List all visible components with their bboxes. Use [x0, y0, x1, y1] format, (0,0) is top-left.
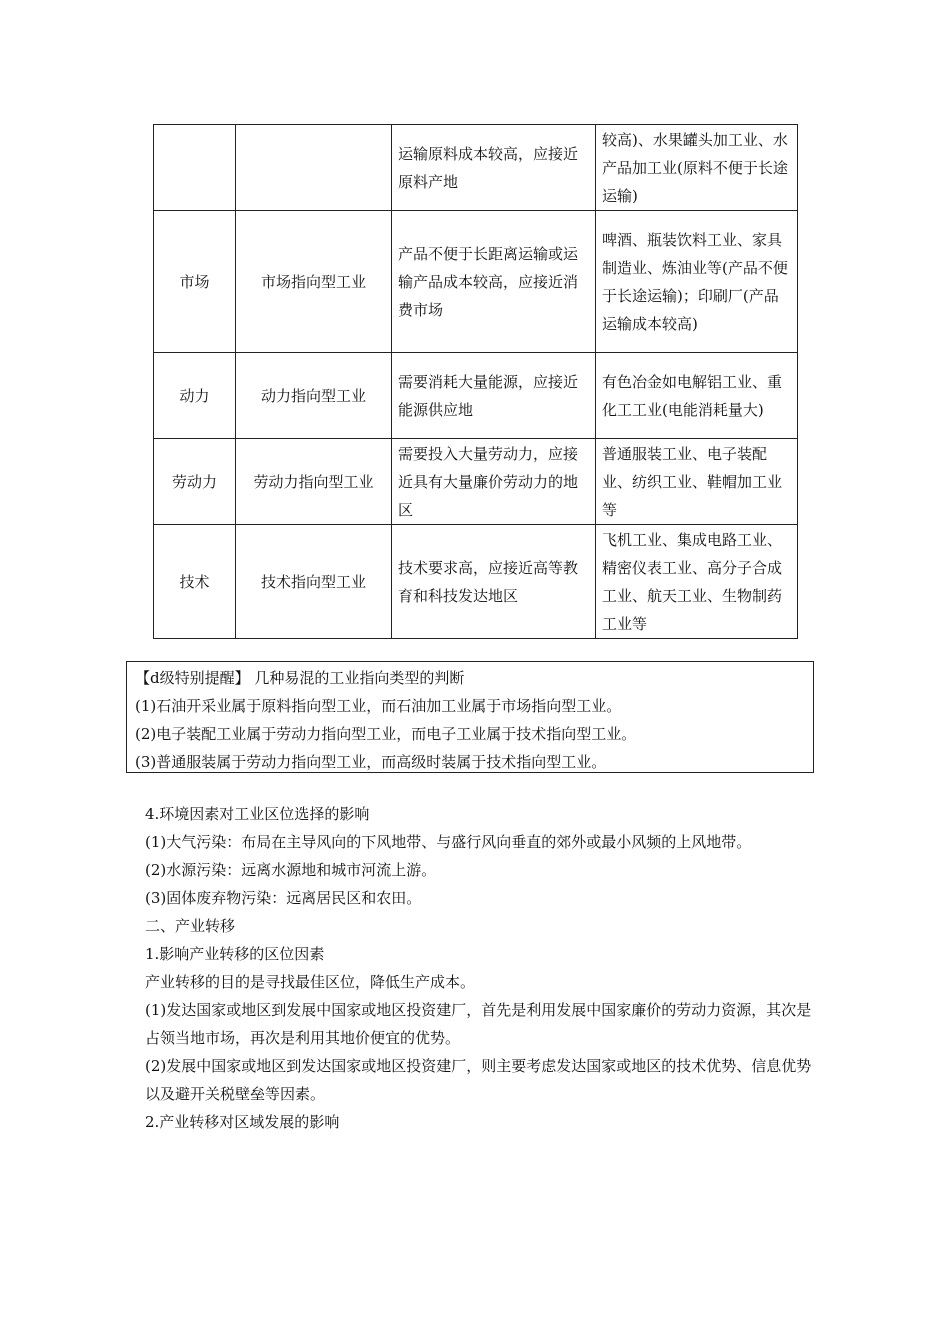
- desc-cell: 技术要求高，应接近高等教育和科技发达地区: [392, 525, 596, 639]
- examples-cell: 有色冶金如电解铝工业、重化工工业(电能消耗量大): [596, 353, 798, 439]
- factor-cell: 劳动力: [154, 439, 236, 525]
- factor-cell: 技术: [154, 525, 236, 639]
- paragraph: 产业转移的目的是寻找最佳区位，降低生产成本。: [145, 973, 476, 991]
- type-cell: 市场指向型工业: [236, 211, 392, 353]
- section-heading: 1.影响产业转移的区位因素: [145, 945, 325, 963]
- paragraph: (3)固体废弃物污染：远离居民区和农田。: [145, 889, 422, 907]
- desc-cell: 产品不便于长距离运输或运输产品成本较高，应接近消费市场: [392, 211, 596, 353]
- examples-cell: 普通服装工业、电子装配业、纺织工业、鞋帽加工业等: [596, 439, 798, 525]
- table-row: [154, 353, 798, 439]
- table-row: [154, 211, 798, 353]
- paragraph: (2)水源污染：远离水源地和城市河流上游。: [145, 861, 437, 879]
- section-heading: 2.产业转移对区域发展的影响: [145, 1113, 340, 1131]
- examples-cell: 啤酒、瓶装饮料工业、家具制造业、炼油业等(产品不便于长途运输)；印刷厂(产品运输成本较高): [596, 211, 798, 353]
- table-row: [154, 525, 798, 639]
- factor-cell: 动力: [154, 353, 236, 439]
- industry-location-table: [153, 124, 798, 639]
- reminder-item: (2)电子装配工业属于劳动力指向型工业，而电子工业属于技术指向型工业。: [135, 725, 637, 743]
- reminder-item: (1)石油开采业属于原料指向型工业，而石油加工业属于市场指向型工业。: [135, 697, 622, 715]
- desc-cell: 需要投入大量劳动力，应接近具有大量廉价劳动力的地区: [392, 439, 596, 525]
- special-reminder-box: [126, 661, 814, 773]
- section-heading: 二、产业转移: [145, 917, 236, 935]
- paragraph: (1)大气污染：布局在主导风向的下风地带、与盛行风向垂直的郊外或最小风频的上风地带。: [145, 833, 752, 851]
- reminder-title: 【d级特别提醒】 几种易混的工业指向类型的判断: [135, 669, 465, 687]
- factor-cell: [154, 125, 236, 211]
- examples-cell: 飞机工业、集成电路工业、精密仪表工业、高分子合成工业、航天工业、生物制药工业等: [596, 525, 798, 639]
- type-cell: [236, 125, 392, 211]
- paragraph: (2)发展中国家或地区到发达国家或地区投资建厂，则主要考虑发达国家或地区的技术优势、信息优势以及避开关税壁垒等因素。: [145, 1057, 812, 1103]
- type-cell: 动力指向型工业: [236, 353, 392, 439]
- body-text: [145, 800, 825, 1136]
- desc-cell: 运输原料成本较高，应接近原料产地: [392, 125, 596, 211]
- desc-cell: 需要消耗大量能源，应接近能源供应地: [392, 353, 596, 439]
- paragraph: (1)发达国家或地区到发展中国家或地区投资建厂，首先是利用发展中国家廉价的劳动力资源，其次是占领当地市场，再次是利用其地价便宜的优势。: [145, 1001, 812, 1047]
- reminder-item: (3)普通服装属于劳动力指向型工业，而高级时装属于技术指向型工业。: [135, 753, 607, 771]
- type-cell: 技术指向型工业: [236, 525, 392, 639]
- type-cell: 劳动力指向型工业: [236, 439, 392, 525]
- examples-cell: 较高)、水果罐头加工业、水产品加工业(原料不便于长途运输): [596, 125, 798, 211]
- table-row: [154, 125, 798, 211]
- table-row: [154, 439, 798, 525]
- section-heading: 4.环境因素对工业区位选择的影响: [145, 805, 370, 823]
- factor-cell: 市场: [154, 211, 236, 353]
